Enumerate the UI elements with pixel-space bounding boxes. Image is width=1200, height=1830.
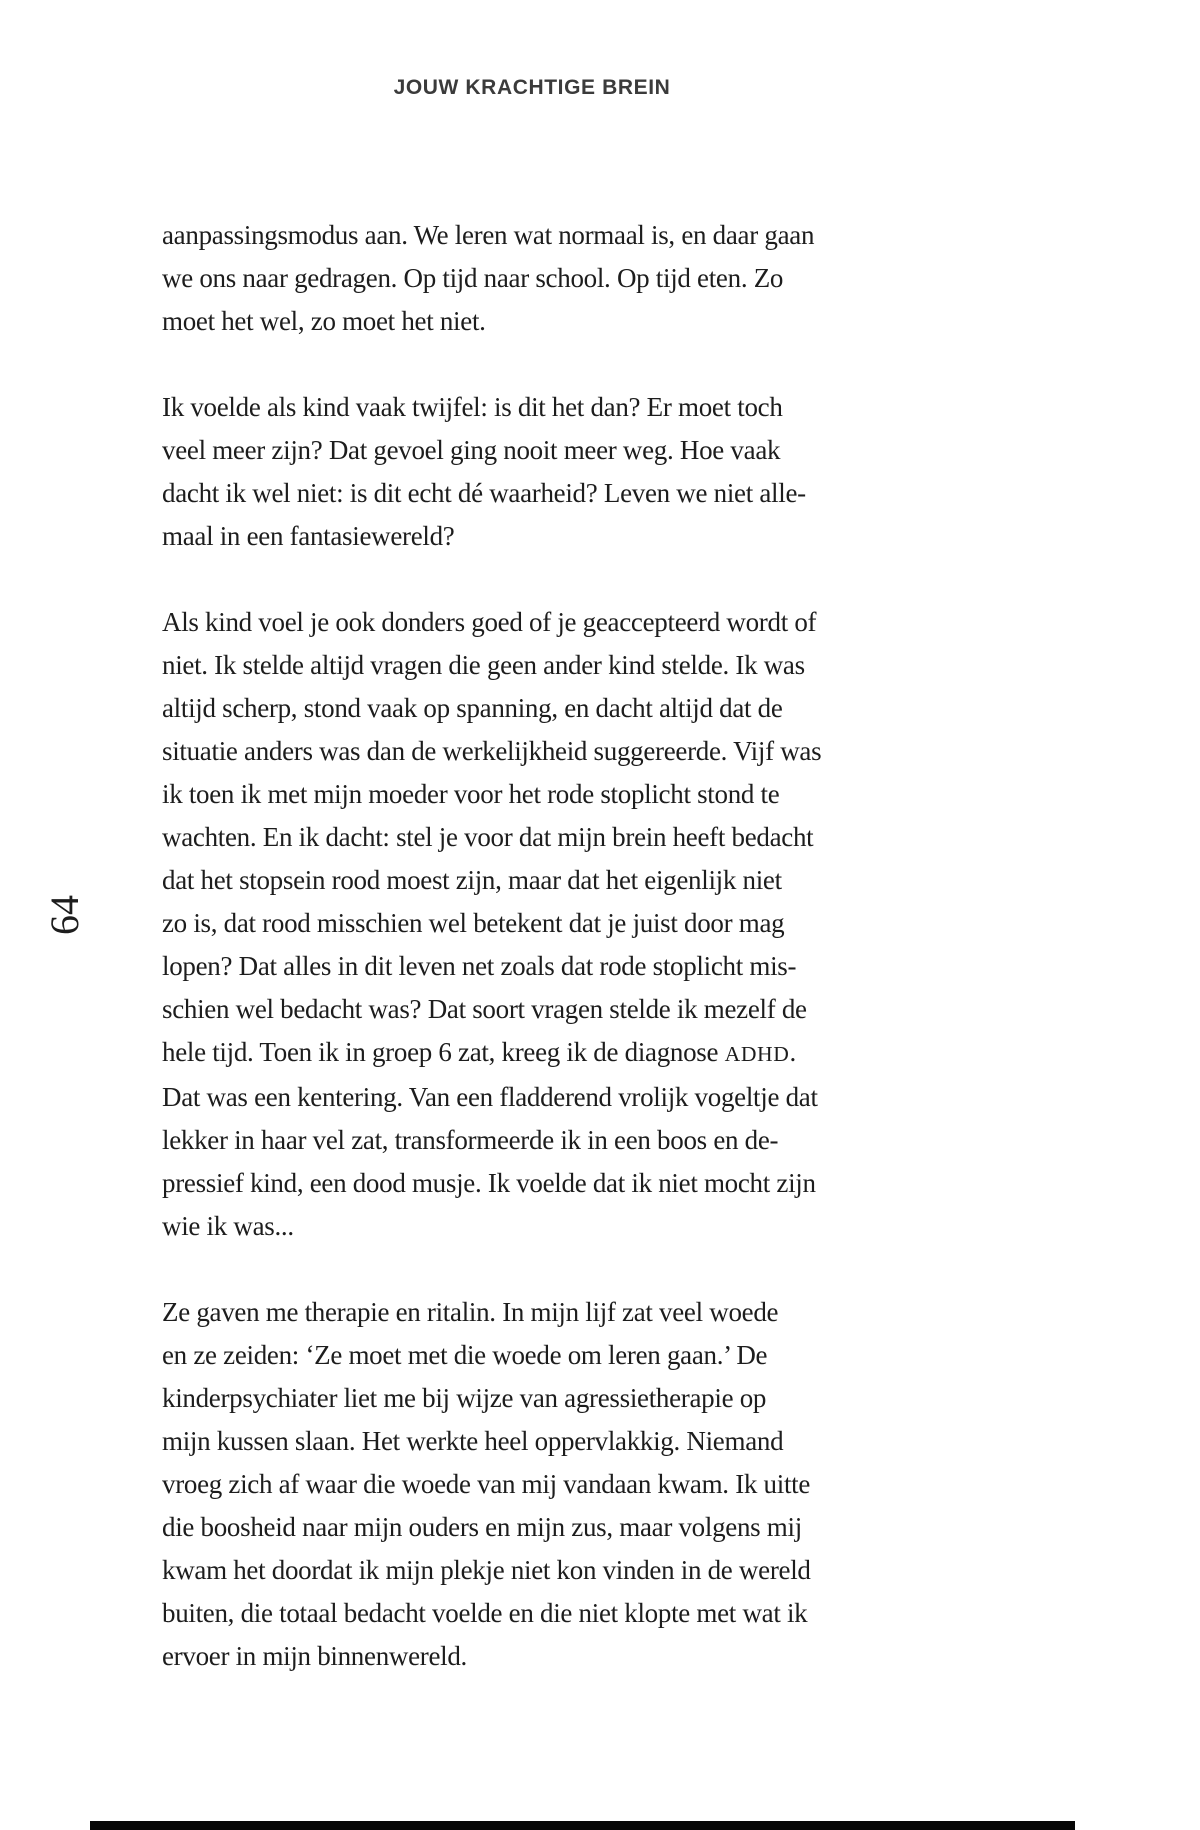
scan-edge-bar	[90, 1821, 1075, 1830]
text-line: veel meer zijn? Dat gevoel ging nooit meer weg. Hoe vaak	[162, 435, 781, 465]
text-line: kinderpsychiater liet me bij wijze van agressietherapie op	[162, 1383, 767, 1413]
text-line: buiten, die totaal bedacht voelde en die niet klopte met wat ik	[162, 1598, 808, 1628]
text-line: situatie anders was dan de werkelijkheid suggereerde. Vijf was	[162, 736, 822, 766]
running-head: JOUW KRACHTIGE BREIN	[393, 76, 671, 99]
text-line: we ons naar gedragen. Op tijd naar school. Op tijd eten. Zo	[162, 263, 784, 293]
paragraph	[162, 601, 907, 1248]
smallcaps-term: ADHD	[724, 1042, 790, 1066]
text-line: zo is, dat rood misschien wel betekent dat je juist door mag	[162, 908, 785, 938]
text-line: en ze zeiden: ‘Ze moet met die woede om leren gaan.’ De	[162, 1340, 768, 1370]
paragraph	[162, 386, 907, 558]
text-line: aanpassingsmodus aan. We leren wat normaal is, en daar gaan	[162, 220, 815, 250]
text-line: moet het wel, zo moet het niet.	[162, 306, 486, 336]
text-line: lopen? Dat alles in dit leven net zoals dat rode stoplicht mis-	[162, 951, 797, 981]
text-line: schien wel bedacht was? Dat soort vragen stelde ik mezelf de	[162, 994, 807, 1024]
text-line: altijd scherp, stond vaak op spanning, en dacht altijd dat de	[162, 693, 783, 723]
text-line: lekker in haar vel zat, transformeerde ik in een boos en de-	[162, 1125, 779, 1155]
text-line: dat het stopsein rood moest zijn, maar dat het eigenlijk niet	[162, 865, 782, 895]
paragraph	[162, 214, 907, 343]
text-line: Ze gaven me therapie en ritalin. In mijn lijf zat veel woede	[162, 1297, 779, 1327]
page-number: 64	[41, 895, 87, 935]
paragraph	[162, 1291, 907, 1678]
text-line: Dat was een kentering. Van een fladderend vrolijk vogeltje dat	[162, 1082, 818, 1112]
text-line: wachten. En ik dacht: stel je voor dat mijn brein heeft bedacht	[162, 822, 814, 852]
text-line: die boosheid naar mijn ouders en mijn zus, maar volgens mij	[162, 1512, 802, 1542]
text-line: hele tijd. Toen ik in groep 6 zat, kreeg ik de diagnose ADHD.	[162, 1037, 796, 1067]
text-line: maal in een fantasiewereld?	[162, 521, 455, 551]
text-line: wie ik was...	[162, 1211, 294, 1241]
text-line: ervoer in mijn binnenwereld.	[162, 1641, 468, 1671]
text-line: kwam het doordat ik mijn plekje niet kon vinden in de wereld	[162, 1555, 811, 1585]
text-line: Ik voelde als kind vaak twijfel: is dit het dan? Er moet toch	[162, 392, 783, 422]
text-line: Als kind voel je ook donders goed of je geaccepteerd wordt of	[162, 607, 817, 637]
text-line: ik toen ik met mijn moeder voor het rode stoplicht stond te	[162, 779, 780, 809]
body-text	[162, 214, 907, 1678]
text-line: mijn kussen slaan. Het werkte heel oppervlakkig. Niemand	[162, 1426, 784, 1456]
text-line: niet. Ik stelde altijd vragen die geen ander kind stelde. Ik was	[162, 650, 805, 680]
text-line: pressief kind, een dood musje. Ik voelde dat ik niet mocht zijn	[162, 1168, 816, 1198]
text-line: vroeg zich af waar die woede van mij vandaan kwam. Ik uitte	[162, 1469, 811, 1499]
text-line: dacht ik wel niet: is dit echt dé waarheid? Leven we niet alle-	[162, 478, 806, 508]
